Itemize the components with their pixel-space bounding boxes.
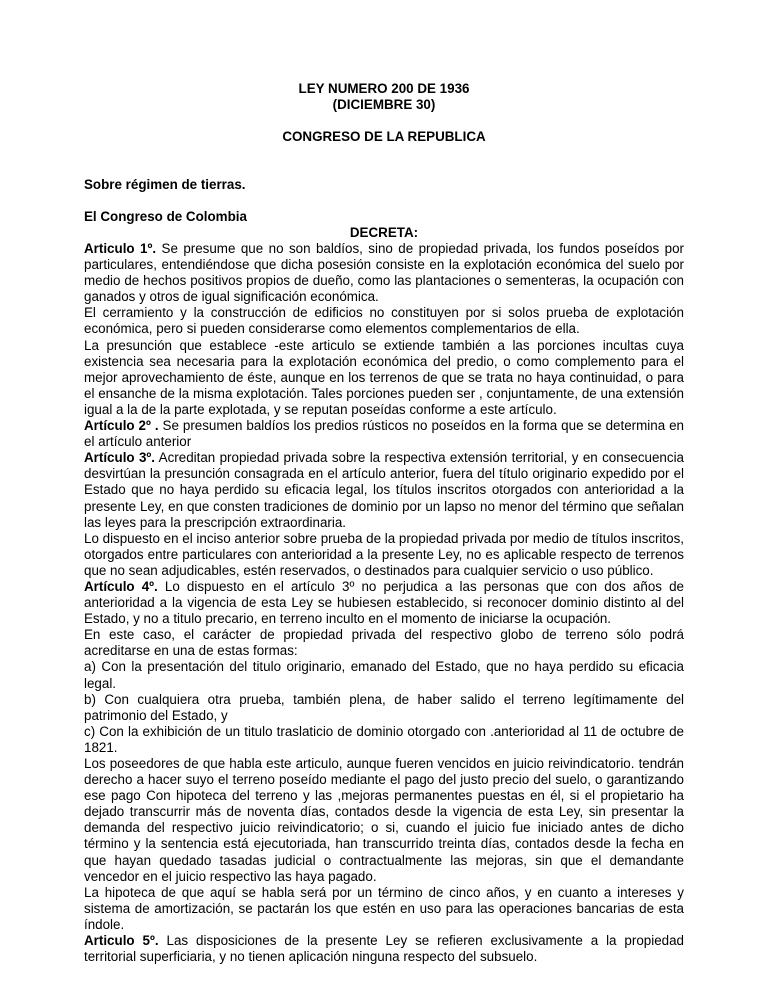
paragraph-text: Se presumen baldíos los predios rústicos no poseídos en la forma que se determina en el artículo anterior	[84, 418, 684, 450]
paragraph	[84, 305, 684, 337]
paragraph-text: La hipoteca de que aquí se habla será por un término de cinco años, y en cuanto a intereses y sistema de amortización, se pactarán los que estén en uso para las operaciones bancarias de esta índole.	[84, 884, 684, 932]
article-label: Articulo 1º.	[84, 241, 157, 256]
paragraph-text: La presunción que establece -este articulo se extiende también a las porciones incultas cuya existencia sea necesaria para la explotación económica del predio, o como complemento para el mejor aprovechamiento de éste, aunque en los terrenos de que se trata no haya continuidad, o para el ensanche de la misma explotación. Tales porciones pueden ser , conjuntamente, de una extensión igual a la de la parte explotada, y se reputan poseídas conforme a este artículo.	[84, 337, 684, 417]
paragraph-text: Lo dispuesto en el inciso anterior sobre prueba de la propiedad privada por medio de títulos inscritos, otorgados entre particulares con anterioridad a la presente Ley, no es aplicable respecto de terrenos que no sean adjudicables, estén reservados, o destinados para cualquier servicio o uso público.	[84, 530, 684, 578]
paragraph	[84, 885, 684, 933]
paragraph	[84, 450, 684, 530]
paragraph	[84, 659, 684, 691]
paragraph-text: b) Con cualquiera otra prueba, también plena, de haber salido el terreno legítimamente del patrimonio del Estado, y	[84, 691, 684, 723]
law-date: (DICIEMBRE 30)	[332, 97, 436, 112]
article-label: Artículo 4º.	[84, 578, 158, 594]
paragraph-text: En este caso, el carácter de propiedad privada del respectivo globo de terreno sólo podrá acreditarse en una de estas formas:	[84, 627, 684, 659]
article-label: Artículo 2º .	[84, 418, 159, 434]
paragraph	[84, 241, 684, 305]
paragraph	[84, 627, 684, 659]
article-label: Artículo 3º.	[84, 450, 156, 466]
paragraph	[84, 418, 684, 450]
issuer-heading: CONGRESO DE LA REPUBLICA	[282, 129, 486, 144]
paragraph	[84, 724, 684, 756]
paragraph-text: El cerramiento y la construcción de edificios no constituyen por si solos prueba de explotación económica, pero si pueden considerarse como elementos complementarios de ella.	[84, 305, 684, 337]
article-label: Articulo 5º.	[84, 933, 159, 949]
decreta-heading: DECRETA:	[349, 225, 419, 240]
paragraph	[84, 692, 684, 724]
paragraph	[84, 579, 684, 627]
subject-line: Sobre régimen de tierras.	[84, 177, 246, 192]
paragraph-text: Las disposiciones de la presente Ley se refieren exclusivamente a la propiedad territorial superficiaria, y no tienen aplicación ninguna respecto del subsuelo.	[84, 933, 684, 965]
paragraph-text: Lo dispuesto en el artículo 3º no perjudica a las personas que con dos años de anterioridad a la vigencia de esta Ley se hubiesen establecido, si reconocer dominio distinto al del Estado, y no a titulo precario, en terreno inculto en el momento de iniciarse la ocupación.	[84, 578, 684, 627]
law-body	[84, 241, 684, 965]
law-title: LEY NUMERO 200 DE 1936	[298, 81, 470, 96]
paragraph	[84, 338, 684, 418]
paragraph-text: Los poseedores de que habla este articulo, aunque fueren vencidos en juicio reivindicatorio. tendrán derecho a hacer suyo el terreno poseído mediante el pago del justo precio del suelo, o garantizando ese pago Con hipoteca del terreno y las ,mejoras permanentes puestas en él, si el propietario ha dejado transcurrir más de noventa días, contados desde la vigencia de esta Ley, sin presentar la demanda del respectivo juicio reivindicatorio; o si, cuando el juicio fue iniciado antes de dicho término y la sentencia está ejecutoriada, han transcurrido treinta días, contados desde la fecha en que hayan quedado tasadas judicial o contractualmente las mejoras, sin que el demandante vencedor en el juicio respectivo las haya pagado.	[84, 756, 684, 884]
paragraph	[84, 756, 684, 885]
paragraph	[84, 933, 684, 965]
paragraph-text: Acreditan propiedad privada sobre la respectiva extensión territorial, y en consecuencia desvirtúan la presunción consagrada en el artículo anterior, fuera del título originario expedido por el Estado que no haya perdido su eficacia legal, los títulos inscritos otorgados con anterioridad a la presente Ley, en que consten tradiciones de dominio por un lapso no menor del término que señalan las leyes para la prescripción extraordinaria.	[84, 450, 684, 530]
congress-line: El Congreso de Colombia	[84, 209, 247, 224]
paragraph-text: c) Con la exhibición de un titulo traslaticio de dominio otorgado con .anterioridad al 11 de octubre de 1821.	[84, 723, 684, 755]
paragraph-text: a) Con la presentación del titulo originario, emanado del Estado, que no haya perdido su eficacia legal.	[84, 659, 684, 691]
paragraph-text: Se presume que no son baldíos, sino de propiedad privada, los fundos poseídos por particulares, entendiéndose que dicha posesión consiste en la explotación económica del suelo por medio de hechos positivos propios de dueño, como las plantaciones o sementeras, la ocupación con ganados y otros de igual significación económica.	[84, 241, 684, 305]
paragraph	[84, 531, 684, 579]
